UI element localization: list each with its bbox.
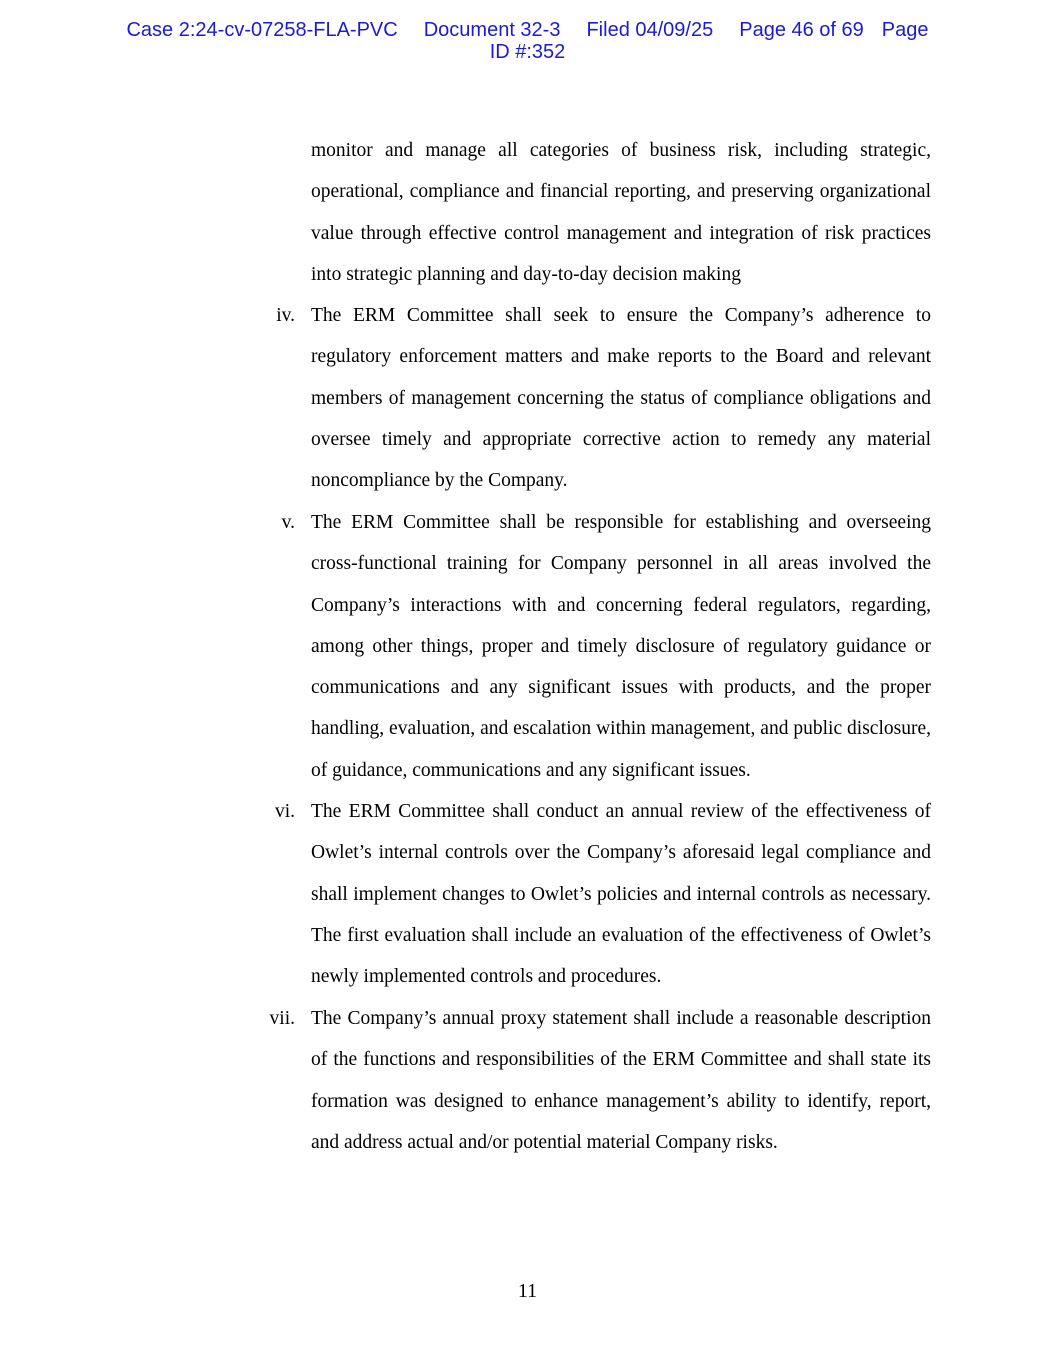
list-item-text: The Company’s annual proxy statement shall include a reasonable description of the functions and responsibilities of the ERM Committee and shall state its formation was designed to enhance management’s ability to identify, report, and address actual and/or potential material Company risks. — [311, 1008, 931, 1153]
list-item-numeral: iv. — [276, 305, 295, 326]
document-number: Document 32-3 — [423, 19, 561, 41]
case-number: Case 2:24-cv-07258-FLA-PVC — [126, 19, 398, 41]
page-id: ID #:352 — [489, 41, 566, 63]
page-label: Page — [881, 19, 929, 41]
list-item-numeral: vi. — [274, 801, 295, 822]
list-item-text: The ERM Committee shall seek to ensure the Company’s adherence to regulatory enforcement matters and make reports to the Board and relevant members of management concerning the status of compliance obligations and oversee timely and appropriate corrective action to remedy any material noncompliance by the Company. — [311, 305, 931, 492]
court-filing-header — [0, 19, 1055, 63]
list-item-numeral: vii. — [269, 1008, 295, 1029]
continuation-paragraph: monitor and manage all categories of business risk, including strategic, operational, compliance and financial reporting, and preserving organizational value through effective control management and integration of risk practices into strategic planning and day-to-day decision making — [311, 140, 931, 285]
page-count: Page 46 of 69 — [739, 19, 864, 41]
filed-date: Filed 04/09/25 — [586, 19, 714, 41]
header-line-1 — [0, 19, 1055, 41]
page-number: 11 — [517, 1280, 538, 1302]
list-item-text: The ERM Committee shall be responsible for establishing and overseeing cross-functional training for Company personnel in all areas involved the Company’s interactions with and concerning federal regulators, regarding, among other things, proper and timely disclosure of regulatory guidance or communications and any significant issues with products, and the proper handling, evaluation, and escalation within management, and public disclosure, of guidance, communications and any significant issues. — [311, 512, 931, 781]
list-item-numeral: v. — [281, 512, 295, 533]
list-item-text: The ERM Committee shall conduct an annual review of the effectiveness of Owlet’s internal controls over the Company’s aforesaid legal compliance and shall implement changes to Owlet’s policies and internal controls as necessary. The first evaluation shall include an evaluation of the effectiveness of Owlet’s newly implemented controls and procedures. — [311, 801, 931, 988]
